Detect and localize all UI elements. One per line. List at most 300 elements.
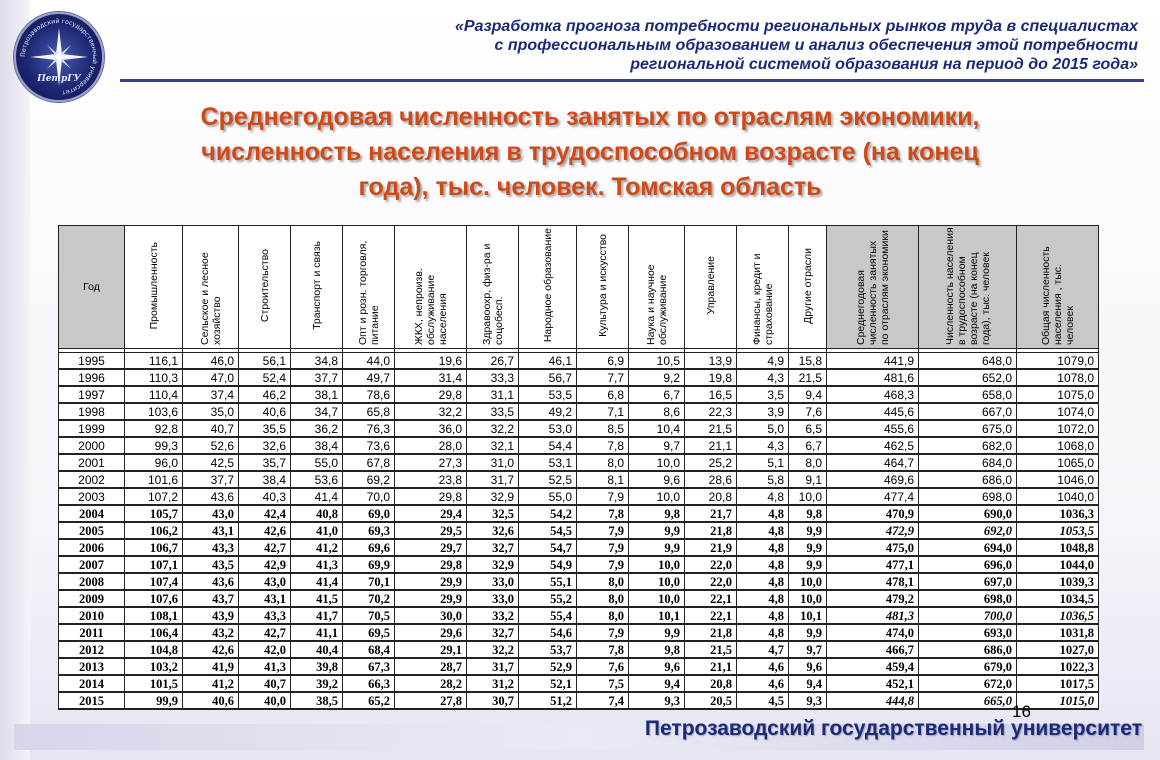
column-header-label: Управление: [704, 256, 717, 315]
value-cell: 7,8: [577, 505, 629, 522]
value-cell: 40,7: [183, 420, 239, 437]
value-cell: 29,8: [395, 488, 467, 505]
value-cell: 1040,0: [1017, 488, 1099, 505]
value-cell: 4,3: [737, 369, 789, 386]
value-cell: 106,7: [125, 539, 183, 556]
value-cell: 40,6: [183, 692, 239, 709]
value-cell: 9,6: [789, 658, 827, 675]
value-cell: 29,8: [395, 386, 467, 403]
value-cell: 32,9: [467, 556, 519, 573]
value-cell: 27,3: [395, 454, 467, 471]
value-cell: 1065,0: [1017, 454, 1099, 471]
column-header-label: Строительство: [258, 248, 271, 323]
value-cell: 7,6: [789, 403, 827, 420]
value-cell: 54,4: [519, 437, 577, 454]
value-cell: 103,6: [125, 403, 183, 420]
value-cell: 19,6: [395, 353, 467, 370]
value-cell: 49,7: [343, 369, 395, 386]
value-cell: 684,0: [919, 454, 1017, 471]
value-cell: 7,5: [577, 675, 629, 692]
logo-caption: ПетрГУ: [37, 74, 81, 84]
value-cell: 445,6: [827, 403, 919, 420]
value-cell: 29,6: [395, 624, 467, 641]
value-cell: 4,6: [737, 658, 789, 675]
value-cell: 38,5: [291, 692, 343, 709]
header-divider: [120, 79, 1144, 82]
value-cell: 455,6: [827, 420, 919, 437]
value-cell: 10,0: [629, 454, 685, 471]
value-cell: 31,2: [467, 675, 519, 692]
value-cell: 10,4: [629, 420, 685, 437]
value-cell: 29,9: [395, 590, 467, 607]
value-cell: 9,9: [629, 624, 685, 641]
value-cell: 32,6: [467, 522, 519, 539]
value-cell: 9,7: [629, 437, 685, 454]
column-header-label: Транспорт и связь: [310, 241, 323, 330]
value-cell: 33,5: [467, 403, 519, 420]
value-cell: 51,2: [519, 692, 577, 709]
value-cell: 9,3: [789, 692, 827, 709]
value-cell: 7,8: [577, 641, 629, 658]
column-header: [467, 226, 519, 349]
value-cell: 70,1: [343, 573, 395, 590]
value-cell: 32,2: [395, 403, 467, 420]
value-cell: 42,6: [239, 522, 291, 539]
value-cell: 53,6: [291, 471, 343, 488]
table-row: [59, 505, 1099, 522]
value-cell: 10,0: [629, 488, 685, 505]
value-cell: 35,7: [239, 454, 291, 471]
value-cell: 690,0: [919, 505, 1017, 522]
value-cell: 21,5: [789, 369, 827, 386]
value-cell: 42,6: [183, 641, 239, 658]
column-header: [577, 226, 629, 349]
page-number: 16: [1012, 702, 1031, 721]
column-header-label: Год: [83, 281, 100, 293]
value-cell: 31,1: [467, 386, 519, 403]
value-cell: 20,5: [685, 692, 737, 709]
value-cell: 41,9: [183, 658, 239, 675]
value-cell: 39,8: [291, 658, 343, 675]
value-cell: 41,3: [239, 658, 291, 675]
value-cell: 37,7: [183, 471, 239, 488]
value-cell: 56,7: [519, 369, 577, 386]
value-cell: 33,0: [467, 590, 519, 607]
value-cell: 4,3: [737, 437, 789, 454]
value-cell: 43,2: [183, 624, 239, 641]
table-row: [59, 353, 1099, 370]
value-cell: 21,5: [685, 420, 737, 437]
value-cell: 47,0: [183, 369, 239, 386]
value-cell: 43,6: [183, 488, 239, 505]
year-cell: 2009: [59, 590, 125, 607]
value-cell: 475,0: [827, 539, 919, 556]
value-cell: 41,4: [291, 488, 343, 505]
star-emblem-icon: [16, 14, 102, 100]
value-cell: 21,8: [685, 624, 737, 641]
header-line-3: региональной системой образования на период до 2015 года»: [630, 56, 1138, 73]
column-header: [519, 226, 577, 349]
logo-ring-text: Петрозаводский государственный университет: [19, 17, 99, 96]
value-cell: 1044,0: [1017, 556, 1099, 573]
value-cell: 28,7: [395, 658, 467, 675]
value-cell: 43,5: [183, 556, 239, 573]
value-cell: 52,9: [519, 658, 577, 675]
value-cell: 464,7: [827, 454, 919, 471]
value-cell: 101,5: [125, 675, 183, 692]
value-cell: 32,2: [467, 641, 519, 658]
table-row: [59, 403, 1099, 420]
value-cell: 40,8: [291, 505, 343, 522]
value-cell: 54,7: [519, 539, 577, 556]
value-cell: 667,0: [919, 403, 1017, 420]
value-cell: 4,8: [737, 522, 789, 539]
value-cell: 67,8: [343, 454, 395, 471]
title-line-3: года), тыс. человек. Томская область: [358, 173, 822, 201]
value-cell: 9,8: [789, 505, 827, 522]
value-cell: 46,0: [183, 353, 239, 370]
year-cell: 2010: [59, 607, 125, 624]
value-cell: 472,9: [827, 522, 919, 539]
value-cell: 28,0: [395, 437, 467, 454]
value-cell: 7,9: [577, 539, 629, 556]
value-cell: 22,1: [685, 590, 737, 607]
value-cell: 9,9: [629, 539, 685, 556]
value-cell: 8,0: [577, 607, 629, 624]
value-cell: 69,0: [343, 505, 395, 522]
value-cell: 452,1: [827, 675, 919, 692]
value-cell: 43,9: [183, 607, 239, 624]
value-cell: 696,0: [919, 556, 1017, 573]
value-cell: 9,2: [629, 369, 685, 386]
value-cell: 7,1: [577, 403, 629, 420]
value-cell: 92,8: [125, 420, 183, 437]
value-cell: 19,8: [685, 369, 737, 386]
value-cell: 10,0: [789, 590, 827, 607]
column-header-label: Другие отрасли: [801, 247, 814, 324]
value-cell: 36,2: [291, 420, 343, 437]
value-cell: 5,1: [737, 454, 789, 471]
value-cell: 29,7: [395, 539, 467, 556]
value-cell: 8,0: [789, 454, 827, 471]
value-cell: 700,0: [919, 607, 1017, 624]
value-cell: 20,8: [685, 675, 737, 692]
value-cell: 10,1: [629, 607, 685, 624]
value-cell: 4,8: [737, 573, 789, 590]
value-cell: 32,7: [467, 539, 519, 556]
value-cell: 53,5: [519, 386, 577, 403]
value-cell: 55,0: [291, 454, 343, 471]
value-cell: 43,1: [183, 522, 239, 539]
value-cell: 40,3: [239, 488, 291, 505]
value-cell: 10,0: [789, 573, 827, 590]
value-cell: 7,9: [577, 556, 629, 573]
value-cell: 30,7: [467, 692, 519, 709]
value-cell: 4,8: [737, 624, 789, 641]
year-cell: 2008: [59, 573, 125, 590]
year-cell: 2001: [59, 454, 125, 471]
value-cell: 35,0: [183, 403, 239, 420]
value-cell: 470,9: [827, 505, 919, 522]
column-header: [395, 226, 467, 349]
value-cell: 41,1: [291, 624, 343, 641]
value-cell: 53,0: [519, 420, 577, 437]
value-cell: 3,9: [737, 403, 789, 420]
value-cell: 7,6: [577, 658, 629, 675]
value-cell: 25,2: [685, 454, 737, 471]
value-cell: 9,6: [629, 658, 685, 675]
value-cell: 37,7: [291, 369, 343, 386]
value-cell: 21,7: [685, 505, 737, 522]
column-header-label: Народное образование: [541, 228, 554, 343]
value-cell: 21,1: [685, 437, 737, 454]
project-header: [238, 17, 1138, 74]
value-cell: 41,2: [183, 675, 239, 692]
employment-table: [58, 225, 1099, 710]
value-cell: 9,8: [629, 505, 685, 522]
column-header-label: Здравоохр, физ-ра и соцобесп.: [480, 243, 505, 345]
value-cell: 42,5: [183, 454, 239, 471]
value-cell: 21,5: [685, 641, 737, 658]
value-cell: 54,6: [519, 624, 577, 641]
value-cell: 675,0: [919, 420, 1017, 437]
column-header: [125, 226, 183, 349]
table-row: [59, 488, 1099, 505]
value-cell: 1046,0: [1017, 471, 1099, 488]
column-header: [291, 226, 343, 349]
value-cell: 468,3: [827, 386, 919, 403]
value-cell: 698,0: [919, 488, 1017, 505]
year-cell: 2015: [59, 692, 125, 709]
column-header-label: Опт и розн. торговля, питание: [356, 240, 381, 345]
value-cell: 23,8: [395, 471, 467, 488]
value-cell: 8,0: [577, 573, 629, 590]
header-line-2: с профессиональным образованием и анализ обеспечения этой потребности: [494, 37, 1138, 54]
column-header: [737, 226, 789, 349]
value-cell: 33,3: [467, 369, 519, 386]
value-cell: 56,1: [239, 353, 291, 370]
value-cell: 49,2: [519, 403, 577, 420]
value-cell: 54,5: [519, 522, 577, 539]
table-row: [59, 641, 1099, 658]
table-row: [59, 624, 1099, 641]
value-cell: 66,3: [343, 675, 395, 692]
value-cell: 96,0: [125, 454, 183, 471]
value-cell: 73,6: [343, 437, 395, 454]
value-cell: 39,2: [291, 675, 343, 692]
value-cell: 4,5: [737, 692, 789, 709]
value-cell: 99,9: [125, 692, 183, 709]
value-cell: 34,8: [291, 353, 343, 370]
year-cell: 2002: [59, 471, 125, 488]
value-cell: 69,3: [343, 522, 395, 539]
value-cell: 679,0: [919, 658, 1017, 675]
table-row: [59, 539, 1099, 556]
value-cell: 28,2: [395, 675, 467, 692]
value-cell: 477,1: [827, 556, 919, 573]
value-cell: 53,7: [519, 641, 577, 658]
value-cell: 29,4: [395, 505, 467, 522]
value-cell: 22,1: [685, 607, 737, 624]
value-cell: 106,2: [125, 522, 183, 539]
value-cell: 41,5: [291, 590, 343, 607]
value-cell: 32,5: [467, 505, 519, 522]
column-header-label: Наука и научное обслуживание: [644, 263, 669, 345]
year-cell: 2004: [59, 505, 125, 522]
value-cell: 6,8: [577, 386, 629, 403]
value-cell: 54,9: [519, 556, 577, 573]
value-cell: 70,0: [343, 488, 395, 505]
value-cell: 42,7: [239, 539, 291, 556]
value-cell: 70,2: [343, 590, 395, 607]
value-cell: 76,3: [343, 420, 395, 437]
header-line-1: «Разработка прогноза потребности региональных рынков труда в специалистах: [455, 18, 1138, 35]
value-cell: 42,0: [239, 641, 291, 658]
value-cell: 4,6: [737, 675, 789, 692]
value-cell: 108,1: [125, 607, 183, 624]
column-header: [1017, 226, 1099, 349]
year-cell: 1995: [59, 353, 125, 370]
value-cell: 13,9: [685, 353, 737, 370]
year-cell: 2005: [59, 522, 125, 539]
value-cell: 7,9: [577, 522, 629, 539]
value-cell: 32,7: [467, 624, 519, 641]
value-cell: 4,8: [737, 590, 789, 607]
value-cell: 69,2: [343, 471, 395, 488]
value-cell: 41,4: [291, 573, 343, 590]
value-cell: 652,0: [919, 369, 1017, 386]
value-cell: 462,5: [827, 437, 919, 454]
value-cell: 21,1: [685, 658, 737, 675]
value-cell: 1039,3: [1017, 573, 1099, 590]
value-cell: 107,6: [125, 590, 183, 607]
value-cell: 46,2: [239, 386, 291, 403]
value-cell: 8,6: [629, 403, 685, 420]
value-cell: 8,5: [577, 420, 629, 437]
value-cell: 55,4: [519, 607, 577, 624]
value-cell: 10,5: [629, 353, 685, 370]
value-cell: 40,0: [239, 692, 291, 709]
value-cell: 1027,0: [1017, 641, 1099, 658]
table-row: [59, 556, 1099, 573]
column-header: [827, 226, 919, 349]
year-cell: 2007: [59, 556, 125, 573]
year-cell: 1999: [59, 420, 125, 437]
value-cell: 1015,0: [1017, 692, 1099, 709]
value-cell: 32,6: [239, 437, 291, 454]
value-cell: 43,7: [183, 590, 239, 607]
value-cell: 1017,5: [1017, 675, 1099, 692]
value-cell: 658,0: [919, 386, 1017, 403]
value-cell: 27,8: [395, 692, 467, 709]
column-header-label: Культура и искусство: [596, 234, 609, 337]
value-cell: 481,6: [827, 369, 919, 386]
value-cell: 22,0: [685, 556, 737, 573]
value-cell: 9,9: [789, 624, 827, 641]
year-cell: 1996: [59, 369, 125, 386]
value-cell: 21,9: [685, 539, 737, 556]
value-cell: 26,7: [467, 353, 519, 370]
value-cell: 7,7: [577, 369, 629, 386]
value-cell: 5,8: [737, 471, 789, 488]
value-cell: 28,6: [685, 471, 737, 488]
value-cell: 22,3: [685, 403, 737, 420]
value-cell: 459,4: [827, 658, 919, 675]
table-row: [59, 658, 1099, 675]
value-cell: 7,9: [577, 624, 629, 641]
column-header: [629, 226, 685, 349]
value-cell: 1074,0: [1017, 403, 1099, 420]
university-logo: [14, 12, 104, 102]
value-cell: 7,8: [577, 437, 629, 454]
value-cell: 9,6: [629, 471, 685, 488]
value-cell: 10,0: [629, 556, 685, 573]
value-cell: 8,0: [577, 590, 629, 607]
table-row: [59, 675, 1099, 692]
value-cell: 4,8: [737, 488, 789, 505]
left-decor-band: [0, 0, 30, 760]
table-body: [59, 349, 1099, 710]
value-cell: 477,4: [827, 488, 919, 505]
value-cell: 1022,3: [1017, 658, 1099, 675]
value-cell: 78,6: [343, 386, 395, 403]
value-cell: 34,7: [291, 403, 343, 420]
column-header-label: Финансы, кредит и страхование: [750, 252, 775, 345]
value-cell: 70,5: [343, 607, 395, 624]
value-cell: 21,8: [685, 522, 737, 539]
value-cell: 99,3: [125, 437, 183, 454]
value-cell: 474,0: [827, 624, 919, 641]
table-header-row: [59, 226, 1099, 349]
value-cell: 31,4: [395, 369, 467, 386]
column-header: [183, 226, 239, 349]
column-header: [685, 226, 737, 349]
value-cell: 686,0: [919, 471, 1017, 488]
value-cell: 42,9: [239, 556, 291, 573]
year-cell: 2006: [59, 539, 125, 556]
value-cell: 1079,0: [1017, 353, 1099, 370]
value-cell: 29,1: [395, 641, 467, 658]
value-cell: 441,9: [827, 353, 919, 370]
table-row: [59, 454, 1099, 471]
value-cell: 69,6: [343, 539, 395, 556]
year-cell: 1997: [59, 386, 125, 403]
value-cell: 4,8: [737, 539, 789, 556]
value-cell: 10,1: [789, 607, 827, 624]
value-cell: 9,8: [629, 641, 685, 658]
column-header: [919, 226, 1017, 349]
value-cell: 41,3: [291, 556, 343, 573]
value-cell: 31,7: [467, 658, 519, 675]
value-cell: 69,5: [343, 624, 395, 641]
table-row: [59, 369, 1099, 386]
value-cell: 52,6: [183, 437, 239, 454]
value-cell: 33,0: [467, 573, 519, 590]
value-cell: 42,7: [239, 624, 291, 641]
value-cell: 1036,5: [1017, 607, 1099, 624]
value-cell: 692,0: [919, 522, 1017, 539]
value-cell: 38,4: [291, 437, 343, 454]
value-cell: 9,3: [629, 692, 685, 709]
value-cell: 444,8: [827, 692, 919, 709]
value-cell: 35,5: [239, 420, 291, 437]
value-cell: 55,2: [519, 590, 577, 607]
value-cell: 686,0: [919, 641, 1017, 658]
year-cell: 2014: [59, 675, 125, 692]
value-cell: 43,3: [239, 607, 291, 624]
value-cell: 1075,0: [1017, 386, 1099, 403]
value-cell: 33,2: [467, 607, 519, 624]
